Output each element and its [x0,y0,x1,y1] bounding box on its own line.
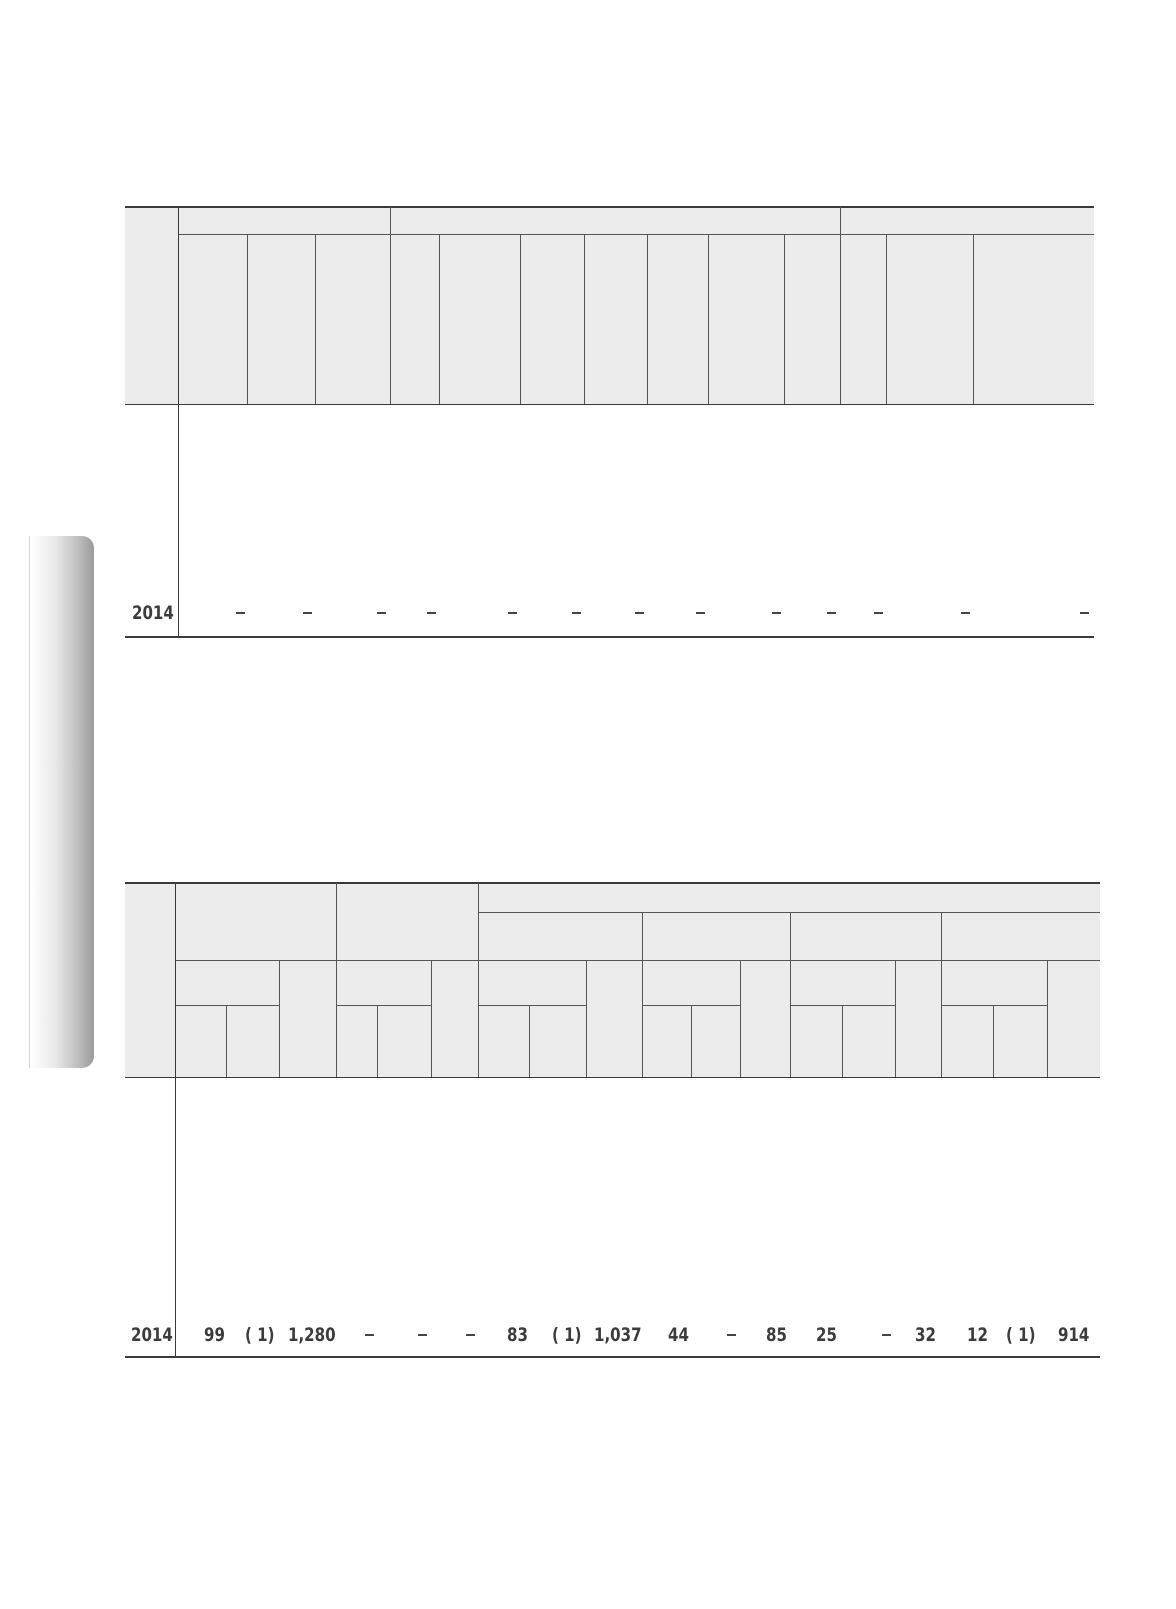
table1-cell-dash [772,612,781,614]
table1-cell-dash [427,612,436,614]
table2-cell-dash [466,1334,475,1336]
table1-cell-dash [377,612,386,614]
table2-cell-dash [882,1334,891,1336]
table1-cell-dash [572,612,581,614]
table1-cell-dash [696,612,705,614]
table1-header-stub [125,207,179,404]
table2-cell: 99 [204,1324,225,1346]
table1-cell-dash [303,612,312,614]
table2-cell: 32 [915,1324,936,1346]
table2-cell-dash [418,1334,427,1336]
table2-cell: 914 [1058,1324,1090,1346]
table2-header-stub [125,883,175,1077]
table2-cell: 83 [507,1324,528,1346]
table1-cell-dash [508,612,517,614]
table1-cell-dash [1080,612,1089,614]
table2-cell: 85 [766,1324,787,1346]
table2-cell: 1,280 [288,1324,336,1346]
table1-row-year: 2014 [132,602,174,624]
table1-cell-dash [874,612,883,614]
table2-cell: ( 1) [1006,1324,1036,1346]
table2-cell-dash [727,1334,736,1336]
table2-cell: 25 [816,1324,837,1346]
table2-cell-dash [365,1334,374,1336]
table2-cell: 44 [668,1324,689,1346]
table2-cell: ( 1) [552,1324,582,1346]
table2-cell: 1,037 [594,1324,642,1346]
side-section-tab [29,536,94,1068]
table2-cell: 12 [967,1324,988,1346]
table1-cell-dash [827,612,836,614]
table2-cell: ( 1) [245,1324,275,1346]
table1-cell-dash [236,612,245,614]
table1-header [179,207,1094,404]
table2-row-year: 2014 [131,1324,173,1346]
table1-cell-dash [635,612,644,614]
table1-cell-dash [961,612,970,614]
